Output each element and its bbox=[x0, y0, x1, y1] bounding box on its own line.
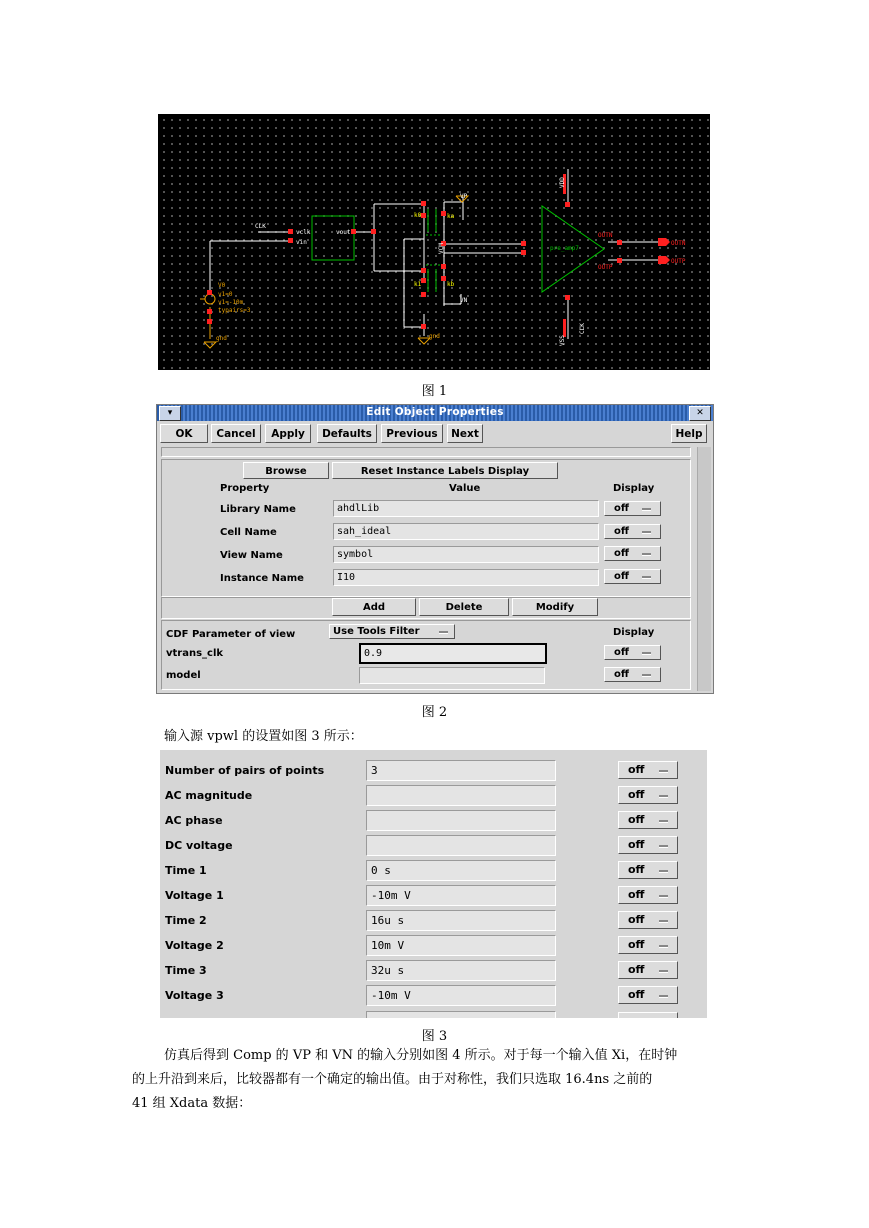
add-button[interactable]: Add bbox=[332, 598, 416, 616]
schematic-canvas bbox=[158, 114, 710, 370]
model-label: model bbox=[166, 670, 201, 681]
cdf-display-header: Display bbox=[613, 627, 655, 638]
gnd2-label: gnd bbox=[429, 333, 440, 340]
time-3-display-value: off bbox=[628, 963, 645, 976]
v0-label: V0 bbox=[218, 282, 226, 289]
time-2-display-value: off bbox=[628, 913, 645, 926]
k1-label: k1 bbox=[414, 281, 422, 288]
ac-magnitude-display-toggle[interactable] bbox=[618, 786, 678, 804]
model-field[interactable] bbox=[359, 667, 545, 684]
pairs-display-value: off bbox=[628, 763, 645, 776]
v0-param-3: typairs=3 bbox=[218, 307, 251, 314]
pins bbox=[207, 174, 670, 337]
preamp-label: pre_amp7 bbox=[550, 245, 579, 252]
time-1-label: Time 1 bbox=[165, 864, 207, 877]
time-2-field[interactable]: 16u s bbox=[366, 910, 556, 931]
paragraph-line-3: 41 组 Xdata 数据： bbox=[132, 1096, 252, 1111]
ka-label: ka bbox=[447, 213, 455, 220]
modify-button[interactable]: Modify bbox=[512, 598, 598, 616]
dc-voltage-label: DC voltage bbox=[165, 839, 233, 852]
kb-label: kb bbox=[447, 281, 455, 288]
intro-text: 输入源 vpwl 的设置如图 3 所示： bbox=[164, 729, 363, 744]
model-display-toggle[interactable] bbox=[604, 667, 661, 682]
property-header: Property bbox=[220, 483, 270, 494]
window-menu-button[interactable]: ▾ bbox=[159, 406, 181, 421]
instance-name-display-toggle[interactable] bbox=[604, 569, 661, 584]
wires bbox=[210, 169, 658, 339]
voltage-1-display-toggle[interactable] bbox=[618, 886, 678, 904]
time-3-field[interactable]: 32u s bbox=[366, 960, 556, 981]
view-name-label: View Name bbox=[220, 550, 283, 561]
clk-net-label: CLK bbox=[255, 223, 266, 230]
vpwl-parameter-panel bbox=[160, 750, 709, 1018]
voltage-2-field[interactable]: 10m V bbox=[366, 935, 556, 956]
voltage-2-display-toggle[interactable] bbox=[618, 936, 678, 954]
pairs-field[interactable]: 3 bbox=[366, 760, 556, 781]
time-2-label: Time 2 bbox=[165, 914, 207, 927]
voltage-3-label: Voltage 3 bbox=[165, 989, 224, 1002]
vcm-label: VCM bbox=[438, 243, 445, 254]
vtrans-clk-field[interactable]: 0.9 bbox=[359, 643, 547, 664]
tools-filter-select[interactable] bbox=[329, 624, 455, 639]
time-1-display-value: off bbox=[628, 863, 645, 876]
close-button[interactable]: ✕ bbox=[689, 406, 711, 421]
ok-button[interactable]: OK bbox=[160, 424, 208, 443]
panel-edge bbox=[707, 750, 709, 1018]
voltage-2-display-value: off bbox=[628, 938, 645, 951]
dc-voltage-field[interactable] bbox=[366, 835, 556, 856]
apply-button[interactable]: Apply bbox=[265, 424, 311, 443]
dc-voltage-display-toggle[interactable] bbox=[618, 836, 678, 854]
voltage-2-label: Voltage 2 bbox=[165, 939, 224, 952]
voltage-1-field[interactable]: -10m V bbox=[366, 885, 556, 906]
defaults-button[interactable]: Defaults bbox=[317, 424, 377, 443]
vp-label: VP bbox=[460, 193, 468, 200]
outn-port-label: OUTN bbox=[671, 240, 686, 247]
voltage-3-display-value: off bbox=[628, 988, 645, 1001]
time-1-display-toggle[interactable] bbox=[618, 861, 678, 879]
figure-1-caption: 图 1 bbox=[421, 384, 448, 399]
delete-button[interactable]: Delete bbox=[419, 598, 509, 616]
dialog-title: Edit Object Properties bbox=[366, 406, 504, 418]
cell-name-display-value: off bbox=[614, 526, 629, 537]
previous-button[interactable]: Previous bbox=[381, 424, 443, 443]
display-header: Display bbox=[613, 483, 655, 494]
pairs-display-toggle[interactable] bbox=[618, 761, 678, 779]
ac-phase-field[interactable] bbox=[366, 810, 556, 831]
v0-param-2: v1=-10m bbox=[218, 299, 244, 306]
vtrans-clk-display-toggle[interactable] bbox=[604, 645, 661, 660]
ac-phase-display-toggle[interactable] bbox=[618, 811, 678, 829]
reset-labels-button[interactable]: Reset Instance Labels Display bbox=[332, 462, 558, 479]
cell-name-display-toggle[interactable] bbox=[604, 524, 661, 539]
top-divider bbox=[161, 447, 691, 457]
help-button[interactable]: Help bbox=[671, 424, 707, 443]
vtrans-clk-label: vtrans_clk bbox=[166, 648, 224, 659]
voltage-1-label: Voltage 1 bbox=[165, 889, 224, 902]
outp-port-label: OUTP bbox=[671, 258, 686, 265]
voltage-3-field[interactable]: -10m V bbox=[366, 985, 556, 1006]
outp-pin-label: OUTP bbox=[598, 264, 613, 271]
instance-name-label: Instance Name bbox=[220, 573, 304, 584]
cancel-button[interactable]: Cancel bbox=[211, 424, 261, 443]
figure-2-caption: 图 2 bbox=[421, 705, 448, 720]
voltage-3-display-toggle[interactable] bbox=[618, 986, 678, 1004]
paragraph-line-1: 仿真后得到 Comp 的 VP 和 VN 的输入分别如图 4 所示。对于每一个输入值 Xi，在时钟 bbox=[164, 1048, 678, 1063]
vtrans-clk-display-value: off bbox=[614, 647, 629, 658]
pairs-label: Number of pairs of points bbox=[165, 764, 325, 777]
v0-param-1: v1=0 bbox=[218, 291, 233, 298]
vss-label: VSS bbox=[559, 335, 566, 346]
edit-object-properties-dialog bbox=[156, 404, 714, 694]
next-row-display-partial[interactable] bbox=[618, 1012, 678, 1018]
schematic-figure bbox=[158, 114, 710, 370]
figure-3-caption: 图 3 bbox=[421, 1029, 448, 1044]
vclk-pin-label: vclk bbox=[296, 229, 311, 236]
ac-magnitude-label: AC magnitude bbox=[165, 789, 253, 802]
vin-pin-label: vin bbox=[296, 239, 307, 246]
voltage-1-display-value: off bbox=[628, 888, 645, 901]
library-name-display-value: off bbox=[614, 503, 629, 514]
vdd-label: VDD bbox=[559, 177, 566, 188]
time-3-display-toggle[interactable] bbox=[618, 961, 678, 979]
ac-magnitude-field[interactable] bbox=[366, 785, 556, 806]
library-name-label: Library Name bbox=[220, 504, 296, 515]
tools-filter-value: Use Tools Filter bbox=[333, 626, 420, 637]
vout-pin-label: vout bbox=[336, 229, 351, 236]
instance-name-field[interactable]: I10 bbox=[333, 569, 599, 586]
cell-name-label: Cell Name bbox=[220, 527, 277, 538]
time-1-field[interactable]: 0 s bbox=[366, 860, 556, 881]
paragraph-line-2: 的上升沿到来后，比较器都有一个确定的输出值。由于对称性，我们只选取 16.4ns 之前的 bbox=[132, 1072, 653, 1087]
clk-right-label: CLK bbox=[579, 323, 586, 334]
dc-voltage-display-value: off bbox=[628, 838, 645, 851]
gnd1-label: gnd bbox=[216, 335, 227, 342]
outn-pin-label: OUTN bbox=[598, 232, 613, 239]
time-3-label: Time 3 bbox=[165, 964, 207, 977]
instance-name-display-value: off bbox=[614, 571, 629, 582]
dialog-titlebar bbox=[157, 405, 713, 421]
model-display-value: off bbox=[614, 669, 629, 680]
view-name-display-toggle[interactable] bbox=[604, 546, 661, 561]
library-name-display-toggle[interactable] bbox=[604, 501, 661, 516]
view-name-display-value: off bbox=[614, 548, 629, 559]
ac-phase-display-value: off bbox=[628, 813, 645, 826]
library-name-field[interactable]: ahdlLib bbox=[333, 500, 599, 517]
vn-label: VN bbox=[460, 297, 468, 304]
ac-magnitude-display-value: off bbox=[628, 788, 645, 801]
next-button[interactable]: Next bbox=[447, 424, 483, 443]
cell-name-field[interactable]: sah_ideal bbox=[333, 523, 599, 540]
cdf-label: CDF Parameter of view bbox=[166, 629, 296, 640]
dialog-scrollbar[interactable] bbox=[697, 447, 711, 691]
value-header: Value bbox=[449, 483, 481, 494]
view-name-field[interactable]: symbol bbox=[333, 546, 599, 563]
ac-phase-label: AC phase bbox=[165, 814, 223, 827]
time-2-display-toggle[interactable] bbox=[618, 911, 678, 929]
next-row-field-partial[interactable] bbox=[366, 1011, 556, 1018]
browse-button[interactable]: Browse bbox=[243, 462, 329, 479]
k0-label: k0 bbox=[414, 212, 422, 219]
